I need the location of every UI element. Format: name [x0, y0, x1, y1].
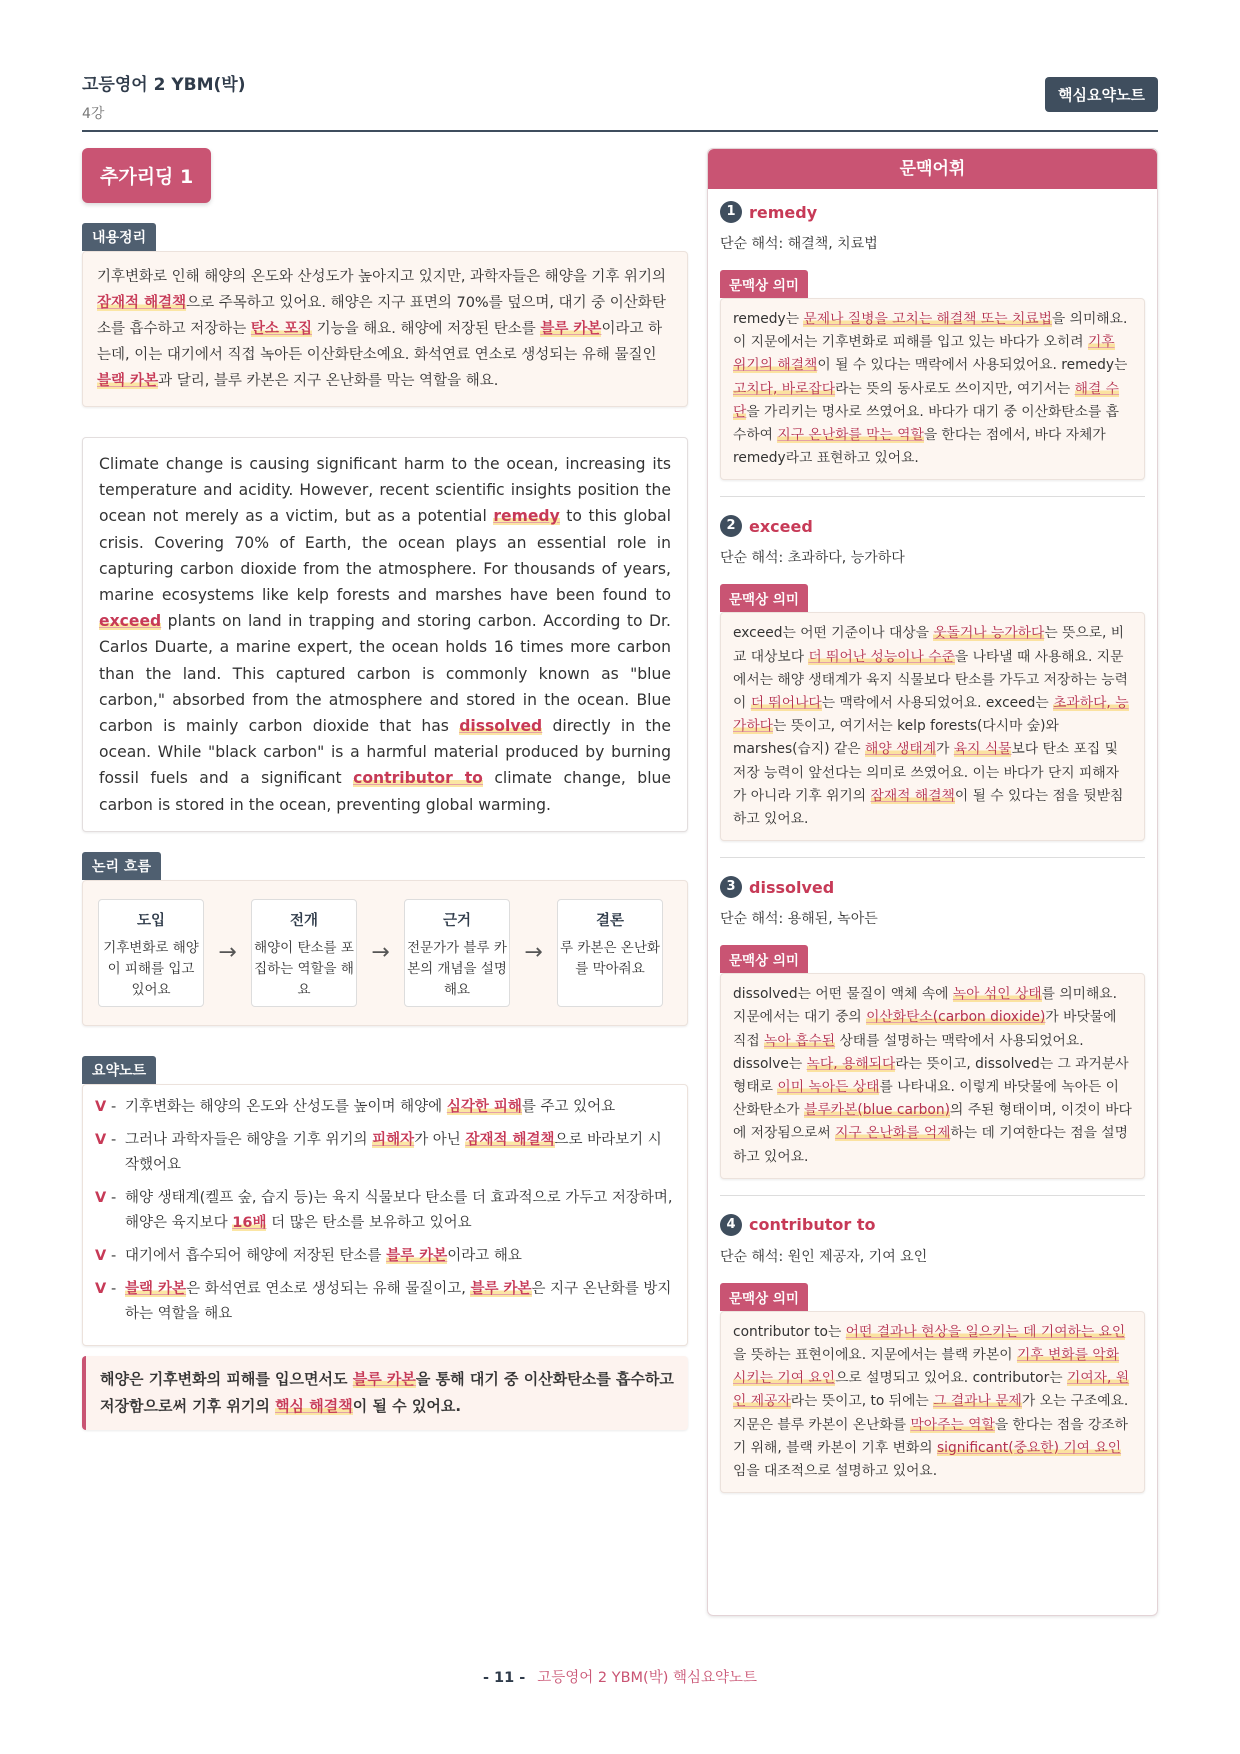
highlighted-term: 지구 온난화를 막는 역할 [777, 427, 924, 444]
text-segment: 을 한다는 점에서, 바다 자체가 remedy라고 표현하고 있어요. [733, 427, 1106, 467]
highlighted-term: 그 결과나 문제 [933, 1393, 1022, 1410]
highlighted-term: 잠재적 해결책 [465, 1131, 555, 1148]
highlighted-term: contributor to [353, 769, 483, 788]
vocab-simple-meaning: 단순 해석: 초과하다, 능가하다 [720, 550, 905, 567]
summary-label: 내용정리 [82, 223, 156, 251]
context-meaning [720, 973, 1145, 1179]
highlighted-term: 잠재적 해결책 [97, 295, 187, 311]
reading-title: 추가리딩 1 [82, 148, 211, 203]
text-segment: dissolved는 어떤 물질이 액체 속에 [733, 986, 953, 1003]
text-segment: 라는 뜻이고, dissolved는 그 과거분사 형태로 [733, 1055, 1129, 1096]
text-segment: Climate change is causing significant harm to the ocean, increasing its temperature and acidity. However, recent scientific insights position the ocean not merely as a victim, but as a potential [99, 455, 671, 526]
highlighted-term: 블루카본(blue carbon) [804, 1102, 950, 1119]
highlighted-term: 녹다, 용해되다 [806, 1055, 896, 1072]
note-text [125, 1128, 675, 1178]
bullet-dash: - [111, 1098, 117, 1115]
note-text [125, 1244, 522, 1269]
context-meaning [720, 612, 1145, 841]
flow-step-title: 근거 [442, 912, 471, 929]
text-segment: 으로 설명되고 있어요. contributor는 [835, 1370, 1067, 1387]
text-segment: 를 나타내요. 이렇게 바닷물에 녹아든 이산화탄소가 [733, 1079, 1120, 1119]
text-segment: 기후변화로 인해 해양의 온도와 산성도가 높아지고 있지만, 과학자들은 해양을 기후 위기의 [97, 269, 666, 285]
check-icon: V [95, 1280, 107, 1297]
highlighted-term: 핵심 해결책 [275, 1396, 353, 1415]
check-icon: V [95, 1247, 107, 1264]
highlighted-term: 녹아 흡수된 [764, 1032, 836, 1049]
text-segment: plants on land in trapping and storing carbon. According to Dr. Carlos Duarte, a marine expert, the ocean holds 16 times more carbon than the land. This captured carbon is commonly known as "blue carbon," absorbed from the atmosphere and stored in the ocean. Blue carbon is mainly carbon dioxide that has [99, 612, 671, 736]
vocab-word: remedy [749, 202, 818, 222]
check-icon: V [95, 1189, 107, 1206]
highlighted-term: exceed [99, 612, 162, 631]
bullet-dash: - [111, 1189, 117, 1206]
note-text [125, 1095, 615, 1120]
note-item [95, 1186, 675, 1236]
flow-step-desc: 루 카본은 온난화를 막아줘요 [560, 939, 660, 977]
note-type-badge: 핵심요약노트 [1045, 77, 1158, 112]
page-footer [0, 1666, 1240, 1687]
text-segment: 이 될 수 있다는 맥락에서 사용되었어요. remedy는 [817, 357, 1128, 374]
chapter-label: 4강 [82, 106, 105, 122]
text-segment: 가 아닌 [414, 1131, 466, 1148]
page-number: - 11 - [482, 1670, 526, 1686]
highlighted-term: 더 뛰어난 성능이나 수준 [808, 648, 955, 665]
text-segment: 기능을 해요. 해양에 저장된 탄소를 [311, 321, 541, 337]
text-segment: 이라고 해요 [447, 1247, 522, 1264]
bullet-dash: - [111, 1131, 117, 1148]
vocab-number: 3 [720, 876, 742, 898]
text-segment: to this global crisis. Covering 70% of Earth, the ocean plays an essential role in capturing carbon dioxide from the atmosphere. For thousands of years, marine ecosystems like kelp forests and marshes have been found to [99, 507, 671, 605]
vocab-entry-remedy [720, 201, 1145, 480]
bullet-dash: - [111, 1247, 117, 1264]
highlighted-term: 블루 카본 [540, 321, 602, 337]
flow-step-desc: 전문가가 블루 카본의 개념을 설명해요 [407, 939, 507, 998]
text-segment: 대기에서 흡수되어 해양에 저장된 탄소를 [125, 1247, 387, 1264]
note-item [95, 1277, 675, 1327]
text-segment: 를 주고 있어요 [521, 1098, 616, 1115]
vocab-word: dissolved [749, 877, 835, 897]
text-segment: 으로 주목하고 있어요. 해양은 지구 표면의 70%를 덮으며, 대기 중 이산화탄소를 흡수하고 저장하는 [97, 295, 666, 337]
text-segment: 를 의미해요. 지문에서는 대기 중의 [733, 986, 1118, 1026]
note-item [95, 1095, 675, 1120]
vocab-number: 1 [720, 201, 742, 223]
highlighted-term: 피해자 [372, 1131, 415, 1148]
flow-step-evidence [404, 899, 510, 1007]
check-icon: V [95, 1098, 107, 1115]
text-segment: 가 [936, 741, 954, 758]
vocab-entry-contributor-to [720, 1214, 1145, 1493]
header-divider [82, 130, 1158, 132]
reading-passage [82, 437, 688, 832]
highlighted-term: 기후 위기의 해결책 [733, 334, 1115, 374]
highlighted-term: 기후 변화를 악화시키는 기여 요인 [733, 1347, 1120, 1387]
summary-section [82, 223, 688, 407]
context-label: 문맥상 의미 [720, 945, 808, 973]
text-segment: 라는 뜻의 동사로도 쓰이지만, 여기서는 [835, 380, 1075, 397]
text-segment: exceed는 어떤 기준이나 대상을 [733, 625, 934, 642]
text-segment: 임을 대조적으로 설명하고 있어요. [733, 1463, 938, 1480]
flow-step-development [251, 899, 357, 1007]
text-segment: contributor to는 [733, 1323, 846, 1340]
vocab-simple-meaning: 단순 해석: 원인 제공자, 기여 요인 [720, 1248, 928, 1265]
text-segment: remedy는 [733, 311, 804, 327]
highlighted-term: 기여자, 원인 제공자 [733, 1370, 1130, 1410]
vocab-divider [720, 1195, 1145, 1196]
check-icon: V [95, 1131, 107, 1148]
text-segment: 으로 바라보기 시작했어요 [125, 1131, 662, 1173]
highlighted-term: 어떤 결과나 현상을 일으키는 데 기여하는 요인 [845, 1323, 1126, 1340]
vocab-divider [720, 496, 1145, 497]
notes-section [82, 1056, 688, 1346]
text-segment: 는 뜻으로, 비교 대상보다 [733, 625, 1125, 665]
highlighted-term: 잠재적 해결책 [870, 787, 955, 804]
page-header [82, 70, 1158, 123]
summary-text [82, 251, 688, 407]
text-segment: 이 될 수 있어요. [352, 1396, 462, 1415]
highlighted-term: 더 뛰어나다 [750, 695, 822, 712]
vocab-panel [707, 148, 1158, 1616]
flow-step-title: 전개 [289, 912, 318, 929]
note-item [95, 1128, 675, 1178]
flow-step-desc: 해양이 탄소를 포집하는 역할을 해요 [254, 939, 354, 998]
footer-title: 고등영어 2 YBM(박) 핵심요약노트 [537, 1670, 758, 1686]
text-segment: 해양 생태계(켈프 숲, 습지 등)는 육지 식물보다 탄소를 더 효과적으로 가두고 저장하며, 해양은 육지보다 [125, 1189, 673, 1231]
highlighted-term: 막아주는 역할 [910, 1416, 995, 1433]
highlighted-term: 육지 식물 [953, 741, 1012, 758]
text-segment: 을 한다는 점을 강조하기 위해, 블랙 카본이 기후 변화의 [733, 1416, 1128, 1456]
highlighted-term: 심각한 피해 [446, 1098, 522, 1115]
notes-list [82, 1084, 688, 1346]
text-segment: 이라고 하는데, 이는 대기에서 직접 녹아든 이산화탄소예요. 화석연료 연소로 생성되는 유해 물질인 [97, 321, 663, 363]
highlighted-term: remedy [493, 507, 560, 526]
highlighted-term: 문제나 질병을 고치는 해결책 또는 치료법 [803, 311, 1052, 327]
text-segment: 가 바닷물에 직접 [733, 1009, 1117, 1049]
highlighted-term: 해양 생태계 [865, 741, 937, 758]
flow-step-title: 결론 [595, 912, 624, 929]
note-text [125, 1277, 675, 1327]
highlighted-term: 16배 [232, 1214, 267, 1231]
flow-diagram [82, 880, 688, 1026]
text-segment: 과 달리, 블루 카본은 지구 온난화를 막는 역할을 해요. [158, 373, 499, 389]
left-column [82, 148, 688, 1430]
text-segment: 은 화석연료 연소로 생성되는 유해 물질이고, [186, 1280, 471, 1297]
text-segment: 더 많은 탄소를 보유하고 있어요 [266, 1214, 472, 1231]
highlighted-term: 블루 카본 [470, 1280, 532, 1297]
highlighted-term: 녹아 섞인 상태 [952, 986, 1042, 1003]
context-label: 문맥상 의미 [720, 584, 808, 612]
text-segment: 그러나 과학자들은 해양을 기후 위기의 [125, 1131, 373, 1148]
text-segment: 을 통해 대기 중 이산화탄소를 흡수하고 저장함으로써 기후 위기의 [100, 1369, 674, 1415]
flow-section [82, 852, 688, 1026]
conclusion-box [82, 1356, 688, 1430]
text-segment: 이 될 수 있다는 점을 뒷받침하고 있어요. [733, 787, 1124, 828]
notes-label: 요약노트 [82, 1056, 156, 1084]
vocab-word: contributor to [749, 1215, 876, 1235]
highlighted-term: 블랙 카본 [125, 1280, 187, 1297]
text-segment: 을 가리키는 명사로 쓰였어요. 바다가 대기 중 이산화탄소를 흡수하여 [733, 403, 1119, 444]
vocab-simple-meaning: 단순 해석: 용해된, 녹아든 [720, 911, 878, 928]
highlighted-term: 웃돌거나 능가하다 [933, 625, 1045, 642]
vocab-entry-dissolved [720, 876, 1145, 1179]
flow-step-intro [98, 899, 204, 1007]
text-segment: 은 지구 온난화를 방지하는 역할을 해요 [125, 1280, 672, 1322]
vocab-panel-title: 문맥어휘 [708, 149, 1157, 189]
vocab-number: 2 [720, 515, 742, 537]
text-segment: 상태를 설명하는 맥락에서 사용되었어요. dissolve는 [733, 1032, 1084, 1072]
text-segment: 는 맥락에서 사용되었어요. exceed는 [821, 695, 1054, 712]
text-segment: 기후변화는 해양의 온도와 산성도를 높이며 해양에 [125, 1098, 447, 1115]
text-segment: 보다 탄소 포집 및 저장 능력이 앞선다는 의미로 쓰였어요. 이는 바다가 단지 피해자가 아니라 기후 위기의 [733, 741, 1119, 804]
vocab-divider [720, 857, 1145, 858]
text-segment: 을 나타낼 때 사용해요. 지문에서는 해양 생태계가 육지 식물보다 탄소를 가두고 저장하는 능력이 [733, 648, 1128, 712]
highlighted-term: 블루 카본 [386, 1247, 448, 1264]
highlighted-term: 이미 녹아든 상태 [777, 1079, 880, 1096]
arrow-right-icon: → [371, 940, 390, 966]
vocab-simple-meaning: 단순 해석: 해결책, 치료법 [720, 236, 878, 252]
note-text [125, 1186, 675, 1236]
context-meaning [720, 1311, 1145, 1493]
bullet-dash: - [111, 1280, 117, 1297]
note-item [95, 1244, 675, 1269]
highlighted-term: dissolved [459, 717, 543, 736]
highlighted-term: 블루 카본 [352, 1369, 416, 1388]
text-segment: 을 의미해요. 이 지문에서는 기후변화로 피해를 입고 있는 바다가 오히려 [733, 311, 1128, 351]
vocab-list [708, 189, 1157, 1493]
text-segment: 의 주된 형태이며, 이것이 바다에 저장됨으로써 [733, 1102, 1132, 1142]
vocab-number: 4 [720, 1214, 742, 1236]
flow-step-conclusion [557, 899, 663, 1007]
arrow-right-icon: → [524, 940, 543, 966]
highlighted-term: significant(중요한) 기여 요인 [936, 1439, 1122, 1456]
text-segment: 라는 뜻이고, to 뒤에는 [790, 1393, 934, 1410]
highlighted-term: 블랙 카본 [97, 373, 159, 389]
highlighted-term: 해결 수단 [733, 380, 1120, 420]
text-segment: 해양은 기후변화의 피해를 입으면서도 [100, 1369, 353, 1388]
text-segment: 는 뜻이고, 여기서는 kelp forests(다시마 숲)와 marshes(습지) 같은 [733, 718, 1059, 758]
vocab-entry-exceed [720, 515, 1145, 841]
text-segment: directly in the ocean. While "black carbon" is a harmful material produced by burning fossil fuels and a significant [99, 717, 671, 788]
highlighted-term: 이산화탄소(carbon dioxide) [866, 1009, 1046, 1026]
context-label: 문맥상 의미 [720, 1283, 808, 1311]
highlighted-term: 탄소 포집 [250, 321, 312, 337]
highlighted-term: 초과하다, 능가하다 [733, 695, 1129, 735]
flow-label: 논리 흐름 [82, 852, 161, 880]
text-segment: 을 뜻하는 표현이에요. 지문에서는 블랙 카본이 [733, 1347, 1017, 1364]
arrow-right-icon: → [218, 940, 237, 966]
context-meaning [720, 298, 1145, 480]
highlighted-term: 지구 온난화를 억제 [835, 1125, 951, 1142]
text-segment: climate change, blue carbon is stored in the ocean, preventing global warming. [99, 769, 672, 814]
vocab-word: exceed [749, 516, 813, 536]
text-segment: 하는 데 기여한다는 점을 설명하고 있어요. [733, 1125, 1128, 1165]
subject-title: 고등영어 2 YBM(박) [82, 75, 246, 95]
context-label: 문맥상 의미 [720, 270, 808, 298]
text-segment: 가 오는 구조예요. 지문은 블루 카본이 온난화를 [733, 1393, 1129, 1433]
flow-step-desc: 기후변화로 해양이 피해를 입고 있어요 [103, 939, 199, 998]
highlighted-term: 고치다, 바로잡다 [733, 380, 836, 397]
flow-step-title: 도입 [136, 912, 165, 929]
